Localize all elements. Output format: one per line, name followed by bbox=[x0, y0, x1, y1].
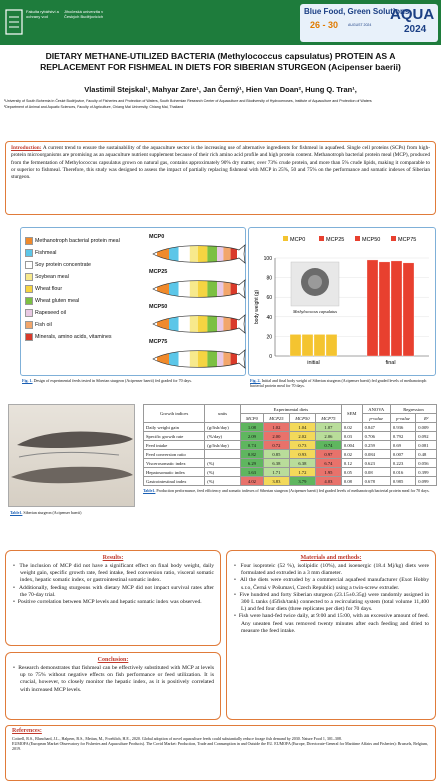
row-value: 0.85 bbox=[263, 450, 289, 459]
photo-caption-text: Siberian sturgeon (Acipenser baerii) bbox=[22, 510, 82, 515]
legend-swatch bbox=[25, 309, 33, 317]
fish-diagram bbox=[151, 347, 246, 371]
diet-label: MCP25 bbox=[149, 269, 168, 275]
table-row bbox=[144, 468, 437, 477]
photo-caption-tag: Table1. bbox=[10, 510, 23, 515]
affiliations bbox=[4, 99, 437, 110]
row-unit: (g/fish/day) bbox=[205, 441, 241, 450]
row-r2: 0.092 bbox=[416, 432, 437, 441]
row-unit: (%) bbox=[205, 468, 241, 477]
fish-diagram bbox=[151, 277, 246, 301]
bullet-icon: • bbox=[13, 584, 19, 591]
results-list bbox=[12, 563, 214, 606]
bar bbox=[403, 263, 414, 356]
bullet-item bbox=[12, 585, 214, 599]
legend-label: MCP50 bbox=[362, 237, 381, 243]
conclusion-list bbox=[12, 665, 214, 694]
legend-item bbox=[25, 320, 52, 330]
col-mcp25: MCP25 bbox=[263, 414, 289, 423]
reference-item: EUMOFA (European Market Observatory for Fisheries and Aquaculture Products). The Covid Market: Production, Trade and Consumption in and Outside the EU. EUMOFA (Europe, Directorate-General for Maritime Affairs and Fisheries): Brussels, Belgium, 2019. bbox=[12, 741, 429, 751]
row-value: 1.95 bbox=[315, 468, 341, 477]
x-tick-label: final bbox=[385, 360, 396, 366]
row-r2: 0.009 bbox=[416, 423, 437, 432]
bullet-item bbox=[12, 599, 214, 606]
methods-list bbox=[233, 563, 429, 635]
row-reg-p: 0.223 bbox=[390, 459, 415, 468]
feed-design-figure bbox=[20, 227, 246, 376]
row-value: 2.02 bbox=[289, 432, 315, 441]
bullet-icon: • bbox=[234, 577, 240, 584]
row-r2: 0.081 bbox=[416, 441, 437, 450]
legend-item bbox=[25, 296, 79, 306]
body-weight-chart bbox=[248, 227, 436, 376]
bullet-text: Positive correlation between MCP levels and hepatic somatic index was observed. bbox=[17, 599, 202, 606]
legend-item bbox=[25, 248, 57, 258]
sturgeon-photo-icon bbox=[9, 405, 136, 508]
row-unit bbox=[205, 450, 241, 459]
fig2-caption-text: Initial and final body weight of Siberian sturgeon (Acipenser baerii) fed graded levels of methanotroph bacterial protein meal for 70 days. bbox=[250, 378, 427, 388]
col-anova: ANOVA bbox=[362, 405, 390, 414]
fish-diagram bbox=[151, 312, 246, 336]
fig1-caption-tag: Fig. 1. bbox=[22, 378, 33, 383]
table-caption-text: Production performance, feed efficiency and somatic indexes of Siberian sturgeon (Acipenser baerii) fed graded levels of methanotroph bacterial protein meal for 70 days. bbox=[155, 488, 430, 493]
bullet-text: Additionally, feeding sturgeons with dietary MCP did not impact survival rates after the 70-day trial. bbox=[19, 584, 215, 598]
bullet-text: Four isoproteic (52 %), isolipidic (10%), and isoenergic (18.4 Mj/kg) diets were formulated and extruded in a 3 mm diameter. bbox=[240, 563, 429, 577]
poster-title bbox=[4, 51, 437, 72]
legend-label: Fishmeal bbox=[35, 250, 57, 256]
intro-text: A current trend to ensure the sustainability of the aquaculture sector is the increasing use of alternative ingredients for fishmeal in aquafeed. Single cell proteins (SCPs) from high-protein microorganisms are promising as an aquaculture nutrient supplement because of their rich amino acid profile and high protein content. Methanotroph bacterial protein meal (MCP), produced from the fermentation of Methylococcus capsulatus grown on natural gas, contains approximately 90% dry matter, over 73% crude protein, and more than 5% crude lipids, making it comparable to or superior to fishmeal. Therefore, this study was designed to assess the impact of partially replacing fishmeal with MCP in 25%, 50 and 75% on the performance and somatic indexes of Siberian sturgeon. bbox=[11, 145, 430, 181]
row-name: Daily weight gain bbox=[144, 423, 205, 432]
row-anova-p: 0.084 bbox=[362, 450, 390, 459]
x-tick-label: initial bbox=[307, 360, 320, 366]
legend-swatch bbox=[25, 237, 33, 245]
row-reg-p: 0.936 bbox=[390, 423, 415, 432]
y-tick-label: 100 bbox=[263, 256, 272, 262]
legend-swatch bbox=[25, 261, 33, 269]
row-anova-p: 0.847 bbox=[362, 423, 390, 432]
col-regression: Regression bbox=[390, 405, 436, 414]
row-value: 0.93 bbox=[289, 450, 315, 459]
results-box bbox=[5, 550, 221, 646]
references-box bbox=[5, 725, 436, 781]
y-tick-label: 60 bbox=[266, 295, 272, 302]
table-row bbox=[144, 441, 437, 450]
bullet-item bbox=[233, 613, 429, 635]
bullet-item bbox=[233, 577, 429, 591]
row-sem: 0.03 bbox=[341, 432, 362, 441]
row-name: Hepatosomatic index bbox=[144, 468, 205, 477]
authors: Vlastimil Stejskal¹, Mahyar Zare¹, Jan Černý¹, Hien Van Doan², Hung Q. Tran¹, bbox=[84, 85, 357, 94]
row-name: Specific growth rate bbox=[144, 432, 205, 441]
col-units: units bbox=[205, 405, 241, 423]
row-reg-p: 0.016 bbox=[390, 468, 415, 477]
diet-label: MCP0 bbox=[149, 234, 165, 240]
row-value: 1.08 bbox=[240, 423, 263, 432]
bullet-item bbox=[233, 592, 429, 614]
row-value: 1.07 bbox=[315, 423, 341, 432]
col-mcp0: MCP0 bbox=[240, 414, 263, 423]
bullet-text: Research demonstrates that fishmeal can be effectively substituted with MCP at levels up to 75% without negative effects on fish performance or feed utilization. It is crucial, however, to closely monitor the hepatic index, as it is positively correlated with increased MCP levels. bbox=[18, 665, 214, 693]
sturgeon-photo bbox=[8, 404, 135, 507]
bullet-icon: • bbox=[13, 599, 18, 606]
y-tick-label: 0 bbox=[269, 354, 272, 360]
title-line-2: REPLACEMENT FOR FISHMEAL IN DIETS FOR SIBERIAN STURGEON (Acipenser baerii) bbox=[40, 61, 401, 72]
row-value: 1.72 bbox=[289, 468, 315, 477]
row-reg-p: 0.007 bbox=[390, 450, 415, 459]
intro-heading: Introduction: bbox=[11, 145, 42, 151]
bar bbox=[314, 334, 325, 356]
conference-dates: 26 - 30 bbox=[310, 20, 339, 30]
faculty-name: Fakulta rybářství a ochrany vod bbox=[26, 9, 59, 19]
col-reg-p: p-value bbox=[390, 414, 415, 423]
row-sem: 0.12 bbox=[341, 459, 362, 468]
table-caption-tag: Table1. bbox=[143, 488, 156, 493]
bullet-item bbox=[12, 563, 214, 585]
bullet-text: All the diets were extruded by a commercial aquafeed manufacturer (Exot Hobby s.r.o, Černá v Pošumaví, Czech Republic) using a twin-screw extruder. bbox=[239, 577, 429, 591]
row-unit: (%/day) bbox=[205, 432, 241, 441]
legend-item bbox=[25, 284, 62, 294]
row-value: 4.03 bbox=[315, 477, 341, 486]
table-row bbox=[144, 450, 437, 459]
legend-swatch bbox=[25, 285, 33, 293]
legend-label: MCP25 bbox=[326, 237, 345, 243]
row-name: Feed conversion ratio bbox=[144, 450, 205, 459]
legend-item bbox=[25, 236, 120, 246]
row-r2: 0.099 bbox=[416, 477, 437, 486]
table-body bbox=[144, 423, 437, 486]
row-value: 0.82 bbox=[240, 450, 263, 459]
references-title: References: bbox=[12, 728, 42, 734]
row-value: 1.04 bbox=[289, 423, 315, 432]
col-mcp50: MCP50 bbox=[289, 414, 315, 423]
col-exp: Experimental diets bbox=[240, 405, 341, 414]
row-value: 6.38 bbox=[263, 459, 289, 468]
legend-item bbox=[25, 260, 91, 270]
row-anova-p: 0.678 bbox=[362, 477, 390, 486]
row-value: 0.72 bbox=[263, 441, 289, 450]
legend-label: Wheat gluten meal bbox=[35, 298, 80, 304]
bullet-item bbox=[12, 665, 214, 694]
fig1-caption bbox=[22, 379, 244, 384]
conclusion-box bbox=[5, 652, 221, 720]
fish-diagram bbox=[151, 242, 246, 266]
legend-swatch bbox=[319, 236, 324, 241]
row-name: Feed intake bbox=[144, 441, 205, 450]
fig2-caption-tag: Fig. 2. bbox=[250, 378, 261, 383]
legend-label: Fish oil bbox=[35, 322, 52, 328]
y-tick-label: 40 bbox=[266, 314, 272, 321]
legend-swatch bbox=[25, 273, 33, 281]
table-row bbox=[144, 459, 437, 468]
table-row bbox=[144, 477, 437, 486]
university-logo bbox=[4, 5, 104, 41]
methods-title: Materials and methods: bbox=[300, 555, 362, 561]
row-reg-p: 0.69 bbox=[390, 441, 415, 450]
row-value: 2.09 bbox=[240, 432, 263, 441]
legend-label: Minerals, amino acids, vitamines bbox=[35, 334, 112, 340]
y-tick-label: 20 bbox=[266, 334, 272, 341]
row-unit: (g/fish/day) bbox=[205, 423, 241, 432]
legend-swatch bbox=[25, 333, 33, 341]
row-anova-p: 0.706 bbox=[362, 432, 390, 441]
legend-item bbox=[25, 308, 66, 318]
conclusion-title: Conclusion: bbox=[97, 657, 129, 663]
row-sem: 0.02 bbox=[341, 423, 362, 432]
row-value: 0.74 bbox=[240, 441, 263, 450]
legend-label: Methanotroph bacterial protein meal bbox=[35, 238, 120, 244]
bullet-icon: • bbox=[234, 563, 241, 569]
fig1-caption-text: Design of experimental feeds tested in Siberian sturgeon (Acipenser baerii) fed graded for 70 days. bbox=[32, 378, 192, 383]
row-name: Gastrointestinal index bbox=[144, 477, 205, 486]
conference-month: AUGUST 2024 bbox=[348, 23, 372, 27]
bullet-icon: • bbox=[234, 613, 239, 620]
bullet-item bbox=[233, 563, 429, 577]
affiliation-2: ²Department of Animal and Aquatic Sciences, Faculty of Agriculture, Chiang Mai University, Chiang Mai, Thailand bbox=[4, 105, 184, 109]
row-value: 6.29 bbox=[240, 459, 263, 468]
row-r2: 0.056 bbox=[416, 459, 437, 468]
legend-swatch bbox=[355, 236, 360, 241]
growth-table bbox=[143, 404, 437, 486]
diet-label: MCP75 bbox=[149, 339, 168, 345]
bullet-icon: • bbox=[13, 563, 20, 569]
legend-label: Rapeseed oil bbox=[35, 310, 66, 316]
bullet-icon: • bbox=[13, 665, 19, 671]
row-unit: (%) bbox=[205, 477, 241, 486]
table-caption bbox=[143, 489, 437, 494]
bar bbox=[326, 334, 337, 356]
bacteria-photo-caption: Methylococcus capsulatus bbox=[292, 309, 338, 314]
row-value: 0.73 bbox=[289, 441, 315, 450]
bar bbox=[290, 334, 301, 356]
title-line-1: DIETARY METHANE-UTILIZED BACTERIA (Methylococcus capsulatus) PROTEIN AS A bbox=[45, 51, 396, 61]
row-anova-p: 0.259 bbox=[362, 441, 390, 450]
row-anova-p: 0.08 bbox=[362, 468, 390, 477]
legend-label: Soybean meal bbox=[35, 274, 69, 280]
legend-item bbox=[25, 272, 69, 282]
conference-brand: AQUA bbox=[390, 6, 435, 23]
row-r2: 0.48 bbox=[416, 450, 437, 459]
row-value: 2.00 bbox=[263, 432, 289, 441]
row-reg-p: 0.985 bbox=[390, 477, 415, 486]
growth-table-box bbox=[143, 404, 437, 517]
col-anova-p: p-value bbox=[362, 414, 390, 423]
conference-banner bbox=[300, 4, 438, 42]
legend-label: Soy protein concentrate bbox=[35, 262, 91, 268]
legend-swatch bbox=[283, 236, 288, 241]
legend-label: MCP0 bbox=[290, 237, 306, 243]
col-mcp75: MCP75 bbox=[315, 414, 341, 423]
bullet-text: Fish were hand-fed twice daily, at 9:00 and 15:00, with an excessive amount of feed. Any uneaten feed was removed twenty minutes after each feeding and dried to measure the feed intake. bbox=[238, 613, 429, 634]
row-sem: 0.004 bbox=[341, 441, 362, 450]
fig2-caption bbox=[250, 379, 436, 389]
col-r2: R² bbox=[416, 414, 437, 423]
y-axis-label: body weight (g) bbox=[254, 289, 260, 325]
row-value: 3.83 bbox=[263, 477, 289, 486]
row-value: 1.71 bbox=[263, 468, 289, 477]
row-value: 6.74 bbox=[315, 459, 341, 468]
y-tick-label: 80 bbox=[266, 275, 272, 282]
legend-swatch bbox=[391, 236, 396, 241]
bar bbox=[391, 261, 402, 356]
conference-name: Blue Food, Green Solutions bbox=[304, 7, 410, 16]
university-name: Jihočeská univerzita v Českých Budějovicích bbox=[64, 9, 104, 19]
row-value: 3.79 bbox=[289, 477, 315, 486]
row-r2: 0.399 bbox=[416, 468, 437, 477]
legend-swatch bbox=[25, 321, 33, 329]
table-row bbox=[144, 423, 437, 432]
row-value: 0.74 bbox=[315, 441, 341, 450]
methods-box bbox=[226, 550, 436, 720]
row-value: 0.97 bbox=[315, 450, 341, 459]
col-growth: Growth indices bbox=[144, 405, 205, 423]
row-sem: 0.02 bbox=[341, 450, 362, 459]
affiliation-1: ¹University of South Bohemia in České Budějovice, Faculty of Fisheries and Protection of Waters, South Bohemian Research Center of Aquaculture and Biodiversity of Hydrocenoses, Institute of Aquaculture and Protection of Waters bbox=[4, 99, 372, 103]
bullet-text: Five hundred and forty Siberian sturgeon (23.15±0.35g) were randomly assigned in 300 L tanks (45fish/tank) connected to a recirculating system (total volume 11,400 L) and fed four diets (three replicates per diet) for 70 days. bbox=[239, 591, 429, 613]
bacteria-nucleus-icon bbox=[308, 275, 322, 289]
row-name: Viscerosomatic index bbox=[144, 459, 205, 468]
bar bbox=[302, 334, 313, 356]
row-value: 1.63 bbox=[240, 468, 263, 477]
bullet-icon: • bbox=[234, 591, 240, 598]
row-sem: 0.08 bbox=[341, 477, 362, 486]
row-value: 1.02 bbox=[263, 423, 289, 432]
col-sem: SEM bbox=[341, 405, 362, 423]
conference-year: 2024 bbox=[404, 24, 427, 35]
university-emblem-icon bbox=[4, 9, 24, 35]
reference-item: Cottrell, R.S., Blanchard, J.L., Halpern, B.S., Metian, M., Froehlich, H.E., 2020. Global adoption of novel aquaculture feeds could substantially reduce forage fish demand by 2030. Nature Food 1, 301–308. bbox=[12, 736, 342, 741]
chart-svg bbox=[249, 228, 437, 377]
row-value: 2.06 bbox=[315, 432, 341, 441]
legend-item bbox=[25, 332, 112, 342]
photo-caption bbox=[10, 511, 135, 516]
row-anova-p: 0.623 bbox=[362, 459, 390, 468]
row-reg-p: 0.792 bbox=[390, 432, 415, 441]
bar bbox=[367, 260, 378, 356]
row-sem: 0.05 bbox=[341, 468, 362, 477]
legend-swatch bbox=[25, 249, 33, 257]
row-value: 4.02 bbox=[240, 477, 263, 486]
bullet-text: The inclusion of MCP did not have a significant effect on final body weight, daily weight gain, specific growth rate, feed intake, feed conversion ratio, visceral somatic index, hepatic somatic index, or gastrointestinal somatic index. bbox=[19, 563, 214, 584]
row-unit: (%) bbox=[205, 459, 241, 468]
bar bbox=[379, 262, 390, 356]
references-list bbox=[12, 736, 429, 751]
table-row bbox=[144, 432, 437, 441]
legend-label: MCP75 bbox=[398, 237, 417, 243]
legend-label: Wheat flour bbox=[35, 286, 63, 292]
diet-label: MCP50 bbox=[149, 304, 168, 310]
results-title: Results: bbox=[102, 555, 124, 561]
introduction-box bbox=[5, 141, 436, 215]
legend-swatch bbox=[25, 297, 33, 305]
row-value: 6.38 bbox=[289, 459, 315, 468]
